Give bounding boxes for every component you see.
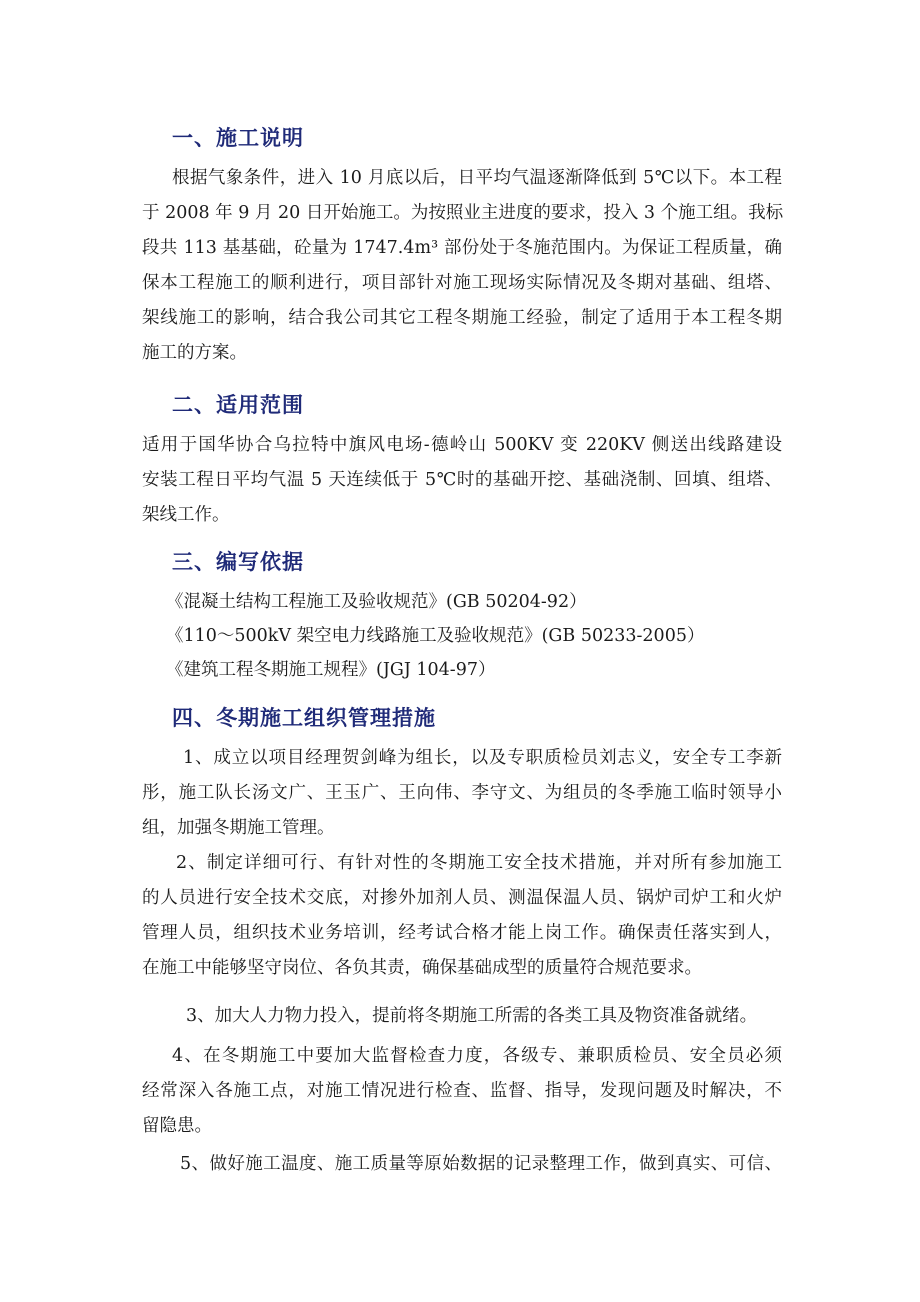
paragraph-line: 段共 113 基基础，砼量为 1747.4m³ 部份处于冬施范围内。为保证工程质量，确	[142, 238, 782, 258]
section-heading-references: 三、编写依据	[172, 550, 304, 574]
paragraph-line: 于 2008 年 9 月 20 日开始施工。为按照业主进度的要求，投入 3 个施工组。我标	[142, 203, 784, 223]
list-item-line: 2、制定详细可行、有针对性的冬期施工安全技术措施，并对所有参加施工	[176, 853, 782, 873]
section-heading-winter-management: 四、冬期施工组织管理措施	[172, 706, 436, 730]
reference-item: 《110～500kV 架空电力线路施工及验收规范》(GB 50233-2005）	[166, 626, 705, 646]
paragraph-line: 适用于国华协合乌拉特中旗风电场-德岭山 500KV 变 220KV 侧送出线路建设	[142, 435, 782, 455]
list-item-line: 的人员进行安全技术交底，对掺外加剂人员、测温保温人员、锅炉司炉工和火炉	[142, 888, 782, 908]
list-item-line: 组，加强冬期施工管理。	[142, 818, 335, 838]
list-item-line: 在施工中能够坚守岗位、各负其责，确保基础成型的质量符合规范要求。	[142, 958, 702, 978]
section-heading-construction-notes: 一、施工说明	[172, 126, 304, 150]
list-item-line: 5、做好施工温度、施工质量等原始数据的记录整理工作，做到真实、可信、	[180, 1154, 782, 1174]
list-item-line: 彤，施工队长汤文广、王玉广、王向伟、李守文、为组员的冬季施工临时领导小	[142, 783, 782, 803]
paragraph-line: 保本工程施工的顺利进行，项目部针对施工现场实际情况及冬期对基础、组塔、	[142, 273, 782, 293]
paragraph-line: 根据气象条件，进入 10 月底以后，日平均气温逐渐降低到 5℃以下。本工程	[172, 168, 782, 188]
list-item-line: 管理人员，组织技术业务培训，经考试合格才能上岗工作。确保责任落实到人，	[142, 923, 782, 943]
paragraph-line: 安装工程日平均气温 5 天连续低于 5℃时的基础开挖、基础浇制、回填、组塔、	[142, 470, 782, 490]
reference-item: 《建筑工程冬期施工规程》(JGJ 104-97）	[166, 660, 496, 680]
list-item-line: 1、成立以项目经理贺剑峰为组长，以及专职质检员刘志义，安全专工李新	[183, 748, 782, 768]
list-item-line: 4、在冬期施工中要加大监督检查力度，各级专、兼职质检员、安全员必须	[172, 1046, 782, 1066]
paragraph-line: 架线施工的影响，结合我公司其它工程冬期施工经验，制定了适用于本工程冬期	[142, 308, 782, 328]
paragraph-line: 架线工作。	[142, 505, 230, 525]
paragraph-line: 施工的方案。	[142, 343, 247, 363]
list-item-line: 留隐患。	[142, 1116, 212, 1136]
section-heading-scope: 二、适用范围	[172, 393, 304, 417]
reference-item: 《混凝土结构工程施工及验收规范》(GB 50204-92）	[166, 592, 587, 612]
list-item-line: 经常深入各施工点，对施工情况进行检查、监督、指导，发现问题及时解决，不	[142, 1081, 782, 1101]
list-item-line: 3、加大人力物力投入，提前将冬期施工所需的各类工具及物资准备就绪。	[186, 1006, 758, 1026]
